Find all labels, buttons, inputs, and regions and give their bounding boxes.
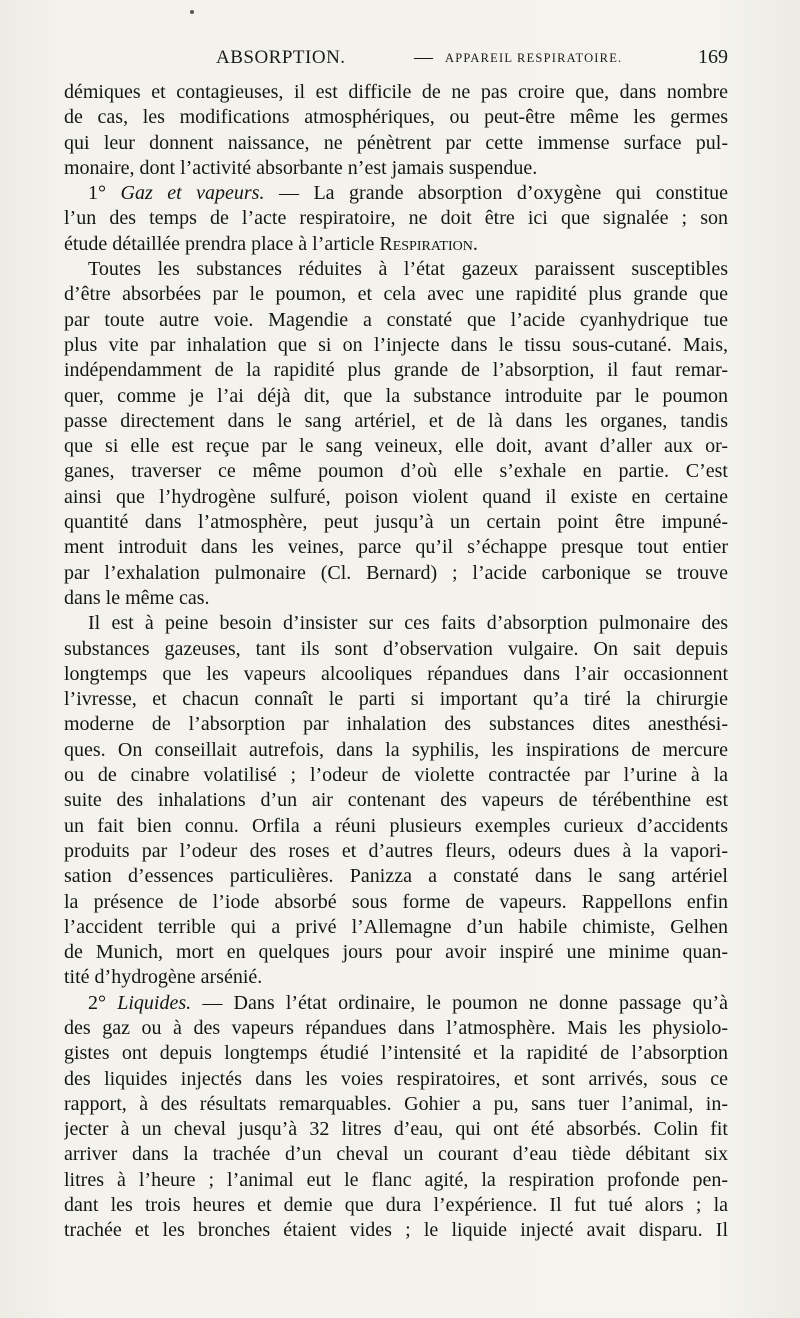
text-line: trachée et les bronches étaient vides ; le liquide injecté avait disparu. Il [64, 1219, 728, 1242]
ink-speck [190, 10, 194, 14]
text-line: dans le même cas. [64, 586, 210, 609]
text-line: suite des inhalations d’un air contenant des vapeurs de térébenthine est [64, 789, 728, 812]
section-title: Liquides. [117, 991, 192, 1014]
text-line: qui leur donnent naissance, ne pénètrent par cette immense surface pul- [64, 131, 728, 154]
section-number: 2° [88, 991, 106, 1014]
text-line: ment introduit dans les veines, parce qu’il s’échappe presque tout entier [64, 536, 728, 559]
text-line: Il est à peine besoin d’insister sur ces faits d’absorption pulmonaire des [88, 612, 728, 635]
cross-reference: Respiration [379, 232, 473, 255]
text-line: jecter à un cheval jusqu’à 32 litres d’eau, qui ont été absorbés. Colin fit [64, 1118, 728, 1141]
running-head-subtitle: APPAREIL RESPIRATOIRE. [445, 51, 623, 65]
section-number: 1° [88, 182, 106, 205]
text-line: des gaz ou à des vapeurs répandues dans l’atmosphère. Mais les physiolo- [64, 1016, 728, 1039]
section-title: Gaz et vapeurs. [120, 182, 265, 205]
text-line: gistes ont depuis longtemps étudié l’intensité et la rapidité de l’absorption [64, 1042, 728, 1065]
text-line: produits par l’odeur des roses et d’autres fleurs, odeurs dues à la vapori- [64, 839, 728, 862]
text-line: un fait bien connu. Orfila a réuni plusieurs exemples curieux d’accidents [64, 814, 728, 837]
running-head-title: ABSORPTION. [216, 47, 346, 68]
text-line: tité d’hydrogène arsénié. [64, 966, 263, 989]
text-line: quantité dans l’atmosphère, peut jusqu’à un certain point être impuné- [64, 511, 728, 534]
text-line: d’être absorbées par le poumon, et cela avec une rapidité plus grande que [64, 283, 728, 306]
text-line: moderne de l’absorption par inhalation des substances dites anesthési- [64, 713, 728, 736]
text-line: quer, comme je l’ai déjà dit, que la substance introduite par le poumon [64, 384, 728, 407]
text-line: que si elle est reçue par le sang veineux, elle doit, avant d’aller aux or- [64, 435, 728, 458]
page-number: 169 [698, 46, 728, 68]
text-line: indépendamment de la rapidité plus grande de l’absorption, il faut remar- [64, 359, 728, 382]
text-line: arriver dans la trachée d’un cheval un courant d’eau tiède débitant six [64, 1143, 728, 1166]
text-line: l’accident terrible qui a privé l’Allemagne d’un habile chimiste, Gelhen [64, 915, 728, 938]
section-heading-line: 2° Liquides. — Dans l’état ordinaire, le poumon ne donne passage qu’à [88, 991, 728, 1014]
text-line: substances gazeuses, tant ils sont d’observation vulgaire. On sait depuis [64, 637, 728, 660]
section-heading-line: 1° Gaz et vapeurs. — La grande absorption d’oxygène qui constitue [88, 182, 728, 205]
text-line: litres à l’heure ; l’animal eut le flanc agité, la respiration profonde pen- [64, 1168, 728, 1191]
text-line: ganes, traverser ce même poumon d’où elle s’exhale en partie. C’est [64, 460, 728, 483]
body-text [64, 80, 728, 1244]
running-head-separator: — [414, 47, 433, 68]
text-line: Toutes les substances réduites à l’état gazeux paraissent susceptibles [88, 258, 728, 281]
text-line: plus vite par inhalation que si on l’injecte dans le tissu sous-cutané. Mais, [64, 333, 728, 356]
text-line: étude détaillée prendra place à l’article Respiration. [64, 232, 478, 255]
text-line: ques. On conseillait autrefois, dans la syphilis, les inspirations de mercure [64, 738, 728, 761]
text-line: de Munich, mort en quelques jours pour avoir inspiré une minime quan- [64, 941, 728, 964]
text-line: monaire, dont l’activité absorbante n’est jamais suspendue. [64, 156, 538, 179]
text-line: de cas, les modifications atmosphériques, ou peut-être même les germes [64, 106, 728, 129]
text-line: l’un des temps de l’acte respiratoire, ne doit être ici que signalée ; son [64, 207, 728, 230]
text-line: ou de cinabre volatilisé ; l’odeur de violette contractée par l’urine à la [64, 764, 728, 787]
text-line: la présence de l’iode absorbé sous forme de vapeurs. Rappellons enfin [64, 890, 728, 913]
text-line: ainsi que l’hydrogène sulfuré, poison violent quand il existe en certaine [64, 485, 728, 508]
running-head [64, 44, 728, 74]
text-line: par l’exhalation pulmonaire (Cl. Bernard) ; l’acide carbonique se trouve [64, 561, 728, 584]
text-line: l’ivresse, et chacun connaît le parti si important qu’a tiré la chirurgie [64, 688, 728, 711]
text-line: démiques et contagieuses, il est difficile de ne pas croire que, dans nombre [64, 81, 728, 103]
text-line: rapport, à des résultats remarquables. Gohier a pu, sans tuer l’animal, in- [64, 1092, 728, 1115]
text-line: par toute autre voie. Magendie a constaté que l’acide cyanhydrique tue [64, 308, 728, 331]
text-line: dant les trois heures et demie que dura l’expérience. Il fut tué alors ; la [64, 1194, 728, 1217]
text-line: sation d’essences particulières. Panizza a constaté dans le sang artériel [64, 865, 728, 888]
text-line: des liquides injectés dans les voies respiratoires, et sont arrivés, sous ce [64, 1067, 728, 1090]
text-line: longtemps que les vapeurs alcooliques répandues dans l’air occasionnent [64, 662, 728, 685]
text-line: passe directement dans le sang artériel, et de là dans les organes, tandis [64, 409, 728, 432]
